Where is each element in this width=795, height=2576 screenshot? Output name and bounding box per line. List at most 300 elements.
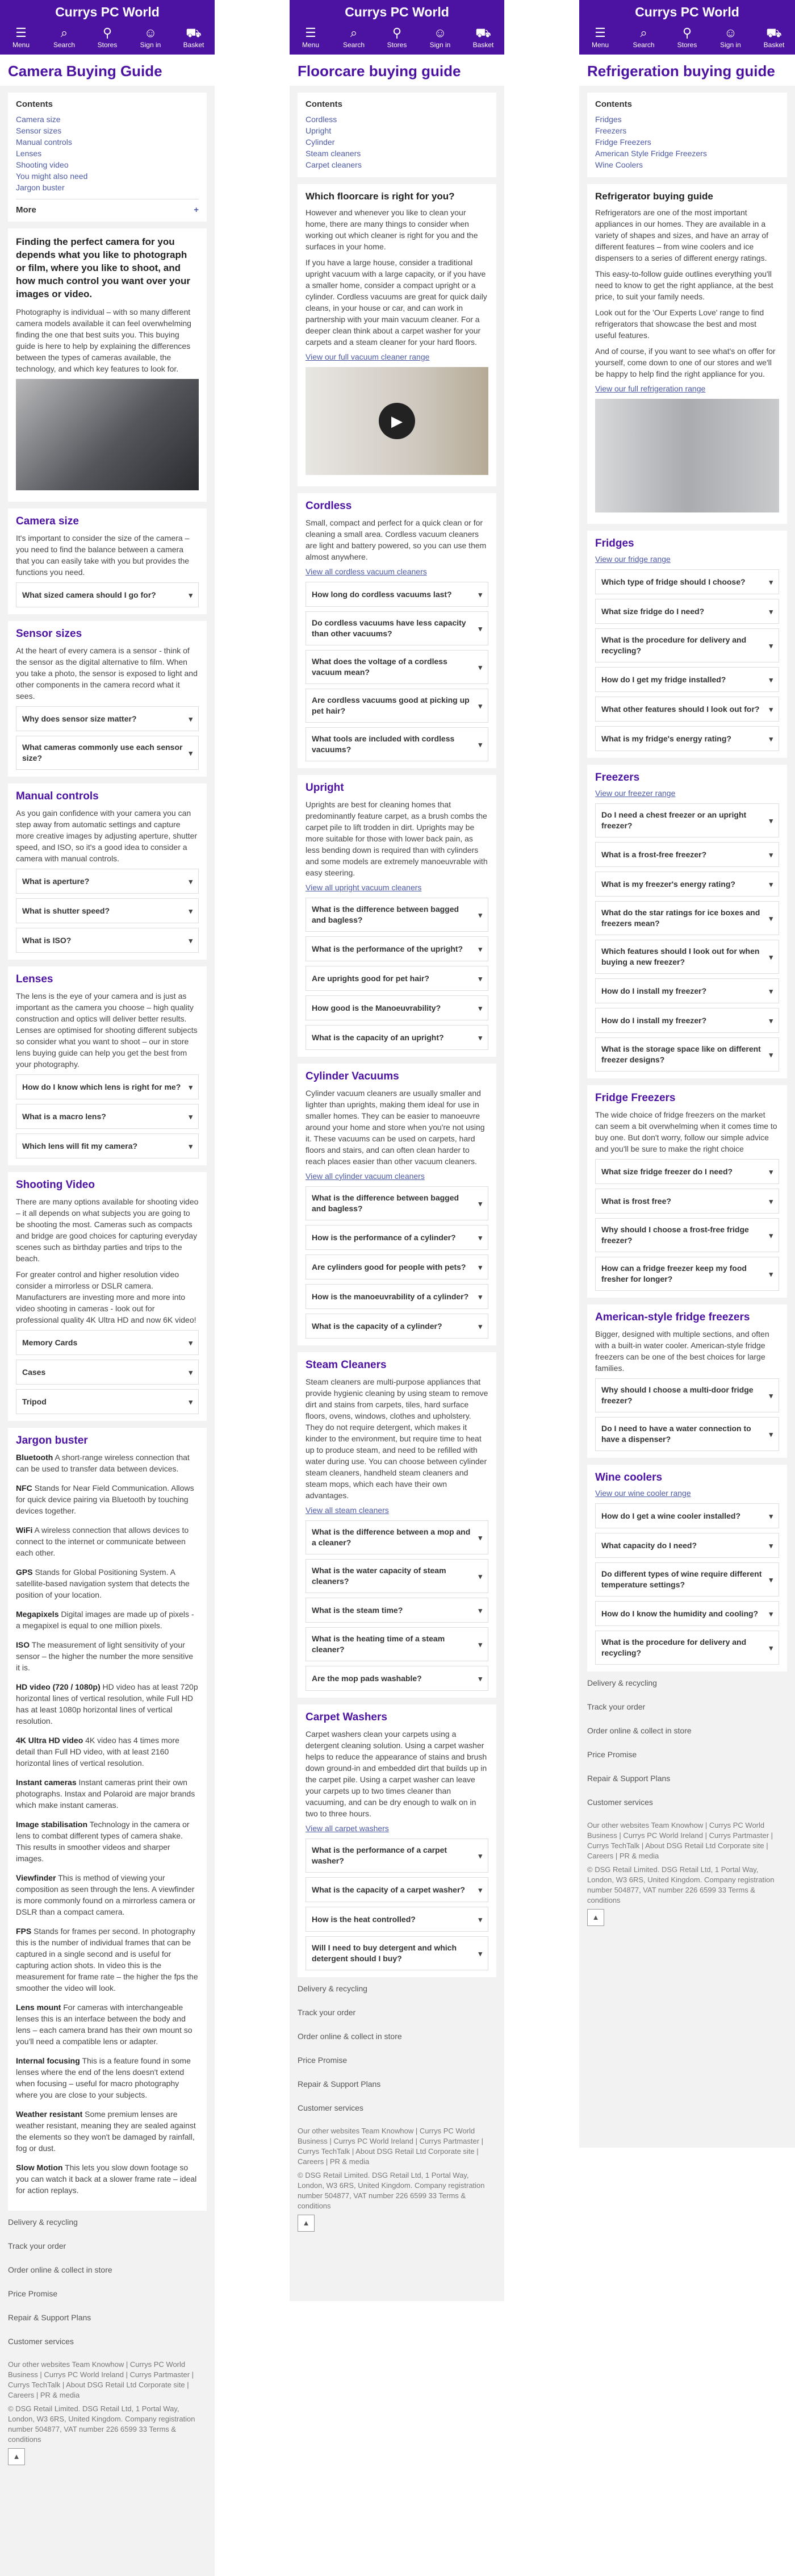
footer-link[interactable]: Price Promise [587, 1750, 637, 1759]
faq-accordion[interactable] [595, 599, 779, 624]
faq-question: What do the star ratings for ice boxes and freezers mean? [601, 908, 760, 928]
faq-accordion[interactable] [595, 1503, 779, 1528]
jargon-entry [16, 1925, 199, 1994]
contents-link[interactable]: Lenses [16, 149, 42, 158]
chevron-down-icon: ▾ [189, 714, 193, 723]
jargon-entry [16, 1608, 199, 1631]
faq-accordion[interactable] [595, 1601, 779, 1626]
jargon-definition: 4K video has 4 times more detail than Full HD video, with at least 2160 horizontal lines of vertical resolution. [16, 1736, 179, 1768]
jargon-buster [8, 1428, 207, 2211]
intro-text: Photography is individual – with so many different camera models available it can feel overwhelming finding the one that best suits you. This buying guide is here to help by explaining the differences between the types of cameras available, the technology, and which key features to look for. [16, 307, 191, 373]
section-fridge-freezers [587, 1085, 787, 1298]
section-cylinder-vacuums [298, 1064, 496, 1345]
contents-link[interactable]: Freezers [595, 126, 627, 135]
faq-accordion[interactable] [306, 1839, 488, 1873]
section-upright [298, 775, 496, 1057]
faq-accordion[interactable] [306, 1314, 488, 1339]
chevron-down-icon: ▾ [769, 986, 773, 995]
section-title: Freezers [595, 772, 640, 783]
faq-accordion[interactable] [595, 872, 779, 897]
sign-in-icon: ☺ [433, 26, 447, 40]
nav-bar [290, 25, 504, 49]
contents-link[interactable]: Shooting video [16, 160, 69, 169]
faq-accordion[interactable] [16, 1389, 199, 1414]
chevron-down-icon: ▾ [769, 952, 773, 961]
search-icon: ⌕ [60, 26, 68, 40]
faq-accordion[interactable] [306, 1254, 488, 1279]
section-link[interactable]: View all cylinder vacuum cleaners [306, 1172, 425, 1181]
jargon-term: Lens mount [16, 2003, 61, 2012]
faq-question: Why does sensor size matter? [22, 714, 137, 723]
intro-text-2: If you have a large house, consider a traditional upright vacuum with a large capacity, or if you have a smaller home, consider a compact upright or a cylinder. Cordless vacuums are great for quick daily cleans, in your house or car, and can work in partnership with your main vacuum cleaner. For a deeper clean think about a carpet washer for your carpets and a steam cleaner for your hard floors. [306, 258, 487, 347]
nav-stores[interactable] [94, 25, 120, 49]
faq-accordion[interactable] [595, 978, 779, 1003]
contents-link[interactable]: American Style Fridge Freezers [595, 149, 707, 158]
chevron-down-icon: ▾ [769, 705, 773, 714]
faq-question: How is the heat controlled? [312, 1914, 416, 1924]
section-sensor-sizes [8, 621, 207, 777]
nav-label: Stores [677, 41, 697, 49]
faq-question: What is the steam time? [312, 1605, 403, 1615]
jargon-entry [16, 2108, 199, 2154]
site-logo[interactable]: Currys PC World [635, 5, 739, 19]
section-link[interactable]: View all cordless vacuum cleaners [306, 567, 427, 576]
section-american-style-fridge-freezers [587, 1304, 787, 1458]
faq-accordion[interactable] [16, 898, 199, 923]
nav-bar [579, 25, 795, 49]
nav-search[interactable] [51, 25, 77, 49]
faq-question: What is the procedure for delivery and recycling? [601, 1637, 747, 1657]
chevron-down-icon: ▾ [189, 1141, 193, 1151]
chevron-down-icon: ▾ [478, 1572, 482, 1581]
contents-link[interactable]: You might also need [16, 172, 88, 181]
chevron-down-icon: ▾ [769, 1511, 773, 1520]
nav-label: Menu [591, 41, 609, 49]
faq-accordion[interactable] [306, 689, 488, 723]
chevron-down-icon: ▾ [769, 1643, 773, 1652]
section-shooting-video [8, 1172, 207, 1421]
back-to-top-icon[interactable]: ▲ [587, 1909, 604, 1926]
nav-label: Sign in [429, 41, 451, 49]
footer [0, 2211, 215, 2471]
site-header [579, 0, 795, 55]
chevron-down-icon: ▾ [769, 879, 773, 889]
faq-accordion[interactable] [306, 1225, 488, 1250]
section-link[interactable]: View all upright vacuum cleaners [306, 883, 422, 892]
section-title: Upright [306, 782, 344, 794]
jargon-entry [16, 1482, 199, 1516]
faq-accordion[interactable] [595, 1008, 779, 1033]
chevron-down-icon: ▾ [478, 1233, 482, 1242]
jargon-term: Bluetooth [16, 1453, 53, 1462]
footer-link[interactable]: Track your order [298, 2008, 356, 2017]
chevron-down-icon: ▾ [189, 1338, 193, 1347]
back-to-top-icon[interactable]: ▲ [298, 2215, 315, 2232]
faq-accordion[interactable] [306, 1598, 488, 1623]
faq-accordion[interactable] [595, 726, 779, 751]
section-carpet-washers [298, 1704, 496, 1977]
faq-question: How do I get my fridge installed? [601, 674, 726, 684]
site-logo[interactable]: Currys PC World [55, 5, 160, 19]
footer-link[interactable]: Repair & Support Plans [298, 2079, 381, 2089]
jargon-definition: Digital images are made up of pixels - a megapixel is equal to one million pixels. [16, 1610, 194, 1630]
faq-accordion[interactable] [595, 1631, 779, 1665]
faq-question: Tripod [22, 1397, 47, 1406]
contents-link[interactable]: Cordless [306, 115, 337, 124]
faq-accordion[interactable] [306, 995, 488, 1020]
camera-sections [0, 508, 215, 1421]
section-link[interactable]: View our wine cooler range [595, 1489, 691, 1498]
jargon-entry [16, 2002, 199, 2047]
footer-link[interactable]: Price Promise [298, 2056, 348, 2065]
section-link[interactable]: View our freezer range [595, 789, 676, 798]
faq-accordion[interactable] [306, 898, 488, 932]
jargon-definition: A wireless connection that allows devices to connect to the internet or communicate between each other. [16, 1525, 189, 1557]
section-text: Cylinder vacuum cleaners are usually smaller and lighter than uprights, making them ideal for use in smaller homes. They can be easier to manoeuvre around your home and store when you're not using it. These vacuums can be used on carpets, hard floors and stairs, and can often clean harder to reach places easier than other vacuum cleaners. [306, 1089, 485, 1166]
faq-question: Do cordless vacuums have less capacity than other vacuums? [312, 618, 466, 638]
menu-icon: ☰ [595, 26, 606, 40]
faq-accordion[interactable] [595, 1037, 779, 1072]
faq-question: Are cylinders good for people with pets? [312, 1262, 466, 1272]
chevron-down-icon: ▾ [478, 740, 482, 749]
section-freezers [587, 765, 787, 1078]
footer-link[interactable]: Delivery & recycling [298, 1984, 367, 1993]
chevron-down-icon: ▾ [478, 624, 482, 633]
contents-link[interactable]: Fridge Freezers [595, 137, 651, 147]
intro-heading: Which floorcare is right for you? [306, 191, 455, 202]
faq-question: What is the performance of a carpet washer? [312, 1845, 447, 1865]
faq-question: Will I need to buy detergent and which detergent should I buy? [312, 1943, 457, 1963]
vacuum-video[interactable] [306, 367, 488, 475]
contents-link[interactable]: Jargon buster [16, 183, 65, 192]
faq-accordion[interactable] [595, 1533, 779, 1558]
jargon-definition: This is a feature found in some lenses where the end of the lens doesn't extend when focusing – useful for macro photography where you are close to your subjects. [16, 2056, 191, 2099]
jargon-title: Jargon buster [16, 1435, 88, 1447]
chevron-down-icon: ▾ [769, 1541, 773, 1550]
footer-link[interactable]: Order online & collect in store [587, 1726, 692, 1735]
jargon-term: GPS [16, 1568, 33, 1577]
faq-accordion[interactable] [595, 842, 779, 867]
footer-link[interactable]: Order online & collect in store [8, 2265, 112, 2274]
footer-link[interactable]: Repair & Support Plans [587, 1774, 671, 1783]
intro-text-2: This easy-to-follow guide outlines everything you'll need to know to get the right appliance, at the best price, to suit your family needs. [595, 269, 773, 301]
contents-link[interactable]: Steam cleaners [306, 149, 361, 158]
jargon-term: WiFi [16, 1525, 33, 1535]
refrigeration-sections [579, 531, 795, 1672]
faq-accordion[interactable] [306, 1666, 488, 1691]
section-link[interactable]: View all carpet washers [306, 1824, 389, 1833]
jargon-term: NFC [16, 1483, 32, 1493]
site-header [0, 0, 215, 55]
faq-accordion[interactable] [595, 628, 779, 662]
nav-menu[interactable] [298, 25, 324, 49]
faq-accordion[interactable] [306, 1559, 488, 1593]
faq-question: What is a macro lens? [22, 1111, 106, 1121]
intro-card [587, 184, 787, 524]
page-title: Refrigeration buying guide [579, 55, 795, 86]
faq-question: How long do cordless vacuums last? [312, 589, 452, 599]
chevron-down-icon: ▾ [769, 850, 773, 859]
back-to-top-icon[interactable]: ▲ [8, 2448, 25, 2465]
contents-link[interactable]: Manual controls [16, 137, 72, 147]
faq-question: Which lens will fit my camera? [22, 1141, 138, 1151]
section-text: The wide choice of fridge freezers on the market can seem a bit overwhelming when it comes time to buy one. But don't worry, follow our simple advice and you'll be sure to make the right choice [595, 1110, 777, 1153]
faq-question: What is the difference between bagged and bagless? [312, 904, 459, 924]
footer-link[interactable]: Delivery & recycling [587, 1678, 657, 1687]
nav-stores[interactable] [384, 25, 410, 49]
faq-question: What is the capacity of a carpet washer? [312, 1885, 465, 1894]
footer-link[interactable]: Customer services [8, 2337, 74, 2346]
faq-accordion[interactable] [595, 803, 779, 837]
section-fridges [587, 531, 787, 758]
footer-link[interactable]: Track your order [8, 2241, 66, 2250]
section-title: American-style fridge freezers [595, 1311, 750, 1323]
jargon-entry [16, 1566, 199, 1600]
chevron-down-icon: ▾ [769, 1050, 773, 1059]
nav-label: Menu [12, 41, 30, 49]
basket-icon: ⛟ [186, 26, 202, 40]
faq-question: Cases [22, 1367, 46, 1377]
full-range-link[interactable]: View our full refrigeration range [595, 384, 706, 393]
jargon-definition: This is method of viewing your composition as seen through the lens. A viewfinder is more commonly found on a mirrorless camera or DSLR than a compact camera. [16, 1873, 195, 1916]
faq-accordion[interactable] [306, 1284, 488, 1309]
faq-accordion[interactable] [16, 928, 199, 953]
jargon-entry [16, 1452, 199, 1474]
contents-heading: Contents [16, 99, 53, 109]
faq-accordion[interactable] [306, 936, 488, 961]
chevron-down-icon: ▾ [769, 734, 773, 743]
section-text: Bigger, designed with multiple sections, and often with a built-in water cooler. American-style fridge freezers can be one of the best choices for large families. [595, 1329, 769, 1373]
faq-accordion[interactable] [16, 582, 199, 607]
faq-accordion[interactable] [306, 1877, 488, 1902]
section-link[interactable]: View our fridge range [595, 555, 671, 564]
faq-accordion[interactable] [595, 1417, 779, 1451]
faq-question: How do I know which lens is right for me? [22, 1082, 181, 1091]
faq-accordion[interactable] [595, 667, 779, 692]
chevron-down-icon: ▾ [189, 877, 193, 886]
chevron-down-icon: ▾ [769, 1167, 773, 1176]
faq-accordion[interactable] [595, 1257, 779, 1291]
section-text: Carpet washers clean your carpets using a detergent cleaning solution. Using a carpet washer helps to reduce the appearance of stains and brush down ground-in and embedded dirt that builds up in the carpet pile. Using a carpet washer can leave your carpets up to two times cleaner than vacuuming, and can be dry enough to walk on in two to three hours. [306, 1729, 487, 1818]
jargon-definition: Technology in the camera or lens to combat different types of camera shake. This results in smoother videos and sharper images. [16, 1820, 190, 1863]
faq-question: How good is the Manoeuvrability? [312, 1003, 441, 1012]
faq-accordion[interactable] [306, 1520, 488, 1554]
jargon-term: FPS [16, 1927, 32, 1936]
contents-link[interactable]: Sensor sizes [16, 126, 62, 135]
faq-question: What cameras commonly use each sensor size? [22, 743, 183, 762]
faq-question: What is the water capacity of steam cleaners? [312, 1566, 446, 1586]
section-cordless [298, 493, 496, 768]
section-title: Fridge Freezers [595, 1092, 676, 1104]
faq-accordion[interactable] [306, 582, 488, 607]
chevron-down-icon: ▾ [769, 1197, 773, 1206]
section-text: There are many options available for shooting video – it all depends on what subjects you are going to be shooting the most. Cameras such as compacts and bridge are good choices for capturing everyday scenes such as birthday parties and trips to the beach. [16, 1197, 199, 1263]
jargon-term: Internal focusing [16, 2056, 80, 2065]
contents-link[interactable]: Camera size [16, 115, 61, 124]
faq-accordion[interactable] [306, 727, 488, 761]
nav-stores[interactable] [674, 25, 700, 49]
faq-question: What is the difference between a mop and a cleaner? [312, 1527, 471, 1547]
chevron-down-icon: ▾ [769, 641, 773, 650]
chevron-down-icon: ▾ [189, 936, 193, 945]
chevron-down-icon: ▾ [769, 1269, 773, 1278]
faq-accordion[interactable] [16, 1133, 199, 1158]
faq-accordion[interactable] [16, 706, 199, 731]
footer-link[interactable]: Repair & Support Plans [8, 2313, 91, 2322]
more-label: More [16, 205, 36, 215]
other-websites[interactable]: Our other websites Team Knowhow | Currys PC World Business | Currys PC World Ireland | Currys Partmaster | Currys TechTalk | About DSG Retail Ltd Corporate site | Careers | PR & media [298, 2127, 484, 2166]
faq-accordion[interactable] [595, 1189, 779, 1214]
chevron-down-icon: ▾ [769, 914, 773, 923]
faq-accordion[interactable] [595, 1159, 779, 1184]
chevron-down-icon: ▾ [189, 590, 193, 599]
faq-accordion[interactable] [16, 1330, 199, 1355]
page-title: Camera Buying Guide [0, 55, 215, 86]
faq-accordion[interactable] [16, 1360, 199, 1385]
faq-question: Which features should I look out for when buying a new freezer? [601, 947, 760, 966]
faq-accordion[interactable] [306, 1936, 488, 1970]
chevron-down-icon: ▾ [769, 1609, 773, 1618]
site-logo[interactable]: Currys PC World [345, 5, 449, 19]
chevron-down-icon: ▾ [189, 1082, 193, 1091]
nav-label: Search [633, 41, 655, 49]
chevron-down-icon: ▾ [478, 1533, 482, 1542]
footer-link[interactable]: Customer services [587, 1798, 653, 1807]
contents-link[interactable]: Wine Coolers [595, 160, 643, 169]
jargon-term: ISO [16, 1640, 30, 1649]
chevron-down-icon: ▾ [189, 748, 193, 757]
chevron-down-icon: ▾ [478, 1322, 482, 1331]
chevron-down-icon: ▾ [478, 1262, 482, 1272]
faq-accordion[interactable] [16, 1104, 199, 1129]
faq-accordion[interactable] [16, 869, 199, 894]
section-link[interactable]: View all steam cleaners [306, 1506, 389, 1515]
jargon-term: Slow Motion [16, 2163, 63, 2172]
jargon-definition: Stands for Near Field Communication. Allows for quick device pairing via Bluetooth by touching devices together. [16, 1483, 194, 1515]
faq-accordion[interactable] [306, 1025, 488, 1050]
footer-link[interactable]: Price Promise [8, 2289, 58, 2298]
faq-accordion[interactable] [595, 569, 779, 594]
faq-accordion[interactable] [595, 697, 779, 722]
nav-search[interactable] [341, 25, 367, 49]
faq-question: Do I need to have a water connection to have a dispenser? [601, 1424, 751, 1444]
section-text: The lens is the eye of your camera and is just as important as the camera you choose – high quality construction and optics will deliver better results. Lenses are optimised for shooting different subjects so consider what you want to shoot – our in store lens buying guide can help you get the best from your photography. [16, 991, 198, 1069]
section-text: Uprights are best for cleaning homes that predominantly feature carpet, as a brush combs the carpet pile to lift trodden in dirt. Uprights may be more suitable for those with lower back pain, as less bending down is required than with cylinders and some models are extremely manoeuvrable with easy steering. [306, 800, 488, 877]
faq-accordion[interactable] [306, 1907, 488, 1932]
jargon-definition: Stands for Global Positioning System. A satellite-based navigation system that detects the position of your location. [16, 1568, 190, 1599]
footer-link[interactable]: Track your order [587, 1702, 646, 1711]
nav-label: Sign in [140, 41, 161, 49]
other-websites[interactable]: Our other websites Team Knowhow | Currys PC World Business | Currys PC World Ireland | Currys Partmaster | Currys TechTalk | About DSG Retail Ltd Corporate site | Careers | PR & media [8, 2360, 194, 2399]
nav-label: Menu [302, 41, 320, 49]
faq-question: How do I know the humidity and cooling? [601, 1608, 759, 1618]
footer-link[interactable]: Delivery & recycling [8, 2217, 78, 2227]
nav-search[interactable] [631, 25, 657, 49]
faq-accordion[interactable] [306, 1627, 488, 1661]
nav-menu[interactable] [587, 25, 613, 49]
faq-accordion[interactable] [16, 1074, 199, 1099]
play-icon[interactable]: ▶ [379, 403, 415, 439]
chevron-down-icon: ▾ [478, 1674, 482, 1683]
jargon-definition: Stands for frames per second. In photography this is the number of individual frames that can be captured in a single second and is useful for capturing action shots. In video this is the measurement for frame rate – the higher the fps the smoother the video will look. [16, 1927, 198, 1993]
section-wine-coolers [587, 1465, 787, 1672]
nav-label: Stores [97, 41, 118, 49]
menu-icon: ☰ [305, 26, 316, 40]
intro-text-4: And of course, if you want to see what's on offer for yourself, come down to one of our stores and we'll be happy to help find the right appliance for you. [595, 347, 776, 378]
jargon-definition: The measurement of light sensitivity of your sensor – the higher the number the more sensitive it is. [16, 1640, 194, 1672]
section-title: Manual controls [16, 790, 99, 802]
faq-accordion[interactable] [595, 901, 779, 935]
nav-sign-in[interactable] [718, 25, 744, 49]
faq-accordion[interactable] [16, 736, 199, 770]
contents-link[interactable]: Carpet cleaners [306, 160, 362, 169]
contents-link[interactable]: Fridges [595, 115, 622, 124]
section-text: It's important to consider the size of the camera – you need to find the balance between a camera that you can easily take with you but provides the functions you need. [16, 533, 190, 577]
faq-accordion[interactable] [595, 1378, 779, 1412]
faq-accordion[interactable] [306, 966, 488, 991]
chevron-down-icon: ▾ [478, 944, 482, 953]
footer [579, 1672, 795, 1932]
faq-accordion[interactable] [595, 940, 779, 974]
jargon-entry [16, 1639, 199, 1673]
site-header [290, 0, 504, 55]
plus-icon: + [194, 205, 199, 215]
nav-menu[interactable] [8, 25, 34, 49]
jargon-term: 4K Ultra HD video [16, 1736, 83, 1745]
section-title: Shooting Video [16, 1179, 95, 1191]
faq-question: What is the performance of the upright? [312, 944, 463, 953]
nav-basket[interactable] [761, 25, 787, 49]
nav-sign-in[interactable] [137, 25, 164, 49]
camera-hero-image [16, 379, 199, 490]
refrigeration-guide-column [579, 0, 795, 2148]
faq-accordion[interactable] [306, 1186, 488, 1220]
chevron-down-icon: ▾ [769, 1231, 773, 1240]
faq-question: What is the procedure for delivery and recycling? [601, 635, 747, 655]
full-range-link[interactable]: View our full vacuum cleaner range [306, 352, 430, 361]
section-title: Cordless [306, 500, 352, 512]
chevron-down-icon: ▾ [478, 1949, 482, 1958]
faq-accordion[interactable] [306, 611, 488, 645]
faq-accordion[interactable] [595, 1562, 779, 1597]
faq-accordion[interactable] [595, 1218, 779, 1252]
more-toggle[interactable] [16, 199, 199, 215]
faq-question: Are the mop pads washable? [312, 1673, 422, 1683]
section-title: Steam Cleaners [306, 1359, 387, 1371]
faq-question: What is a frost-free freezer? [601, 849, 707, 859]
footer-link[interactable]: Order online & collect in store [298, 2032, 402, 2041]
nav-sign-in[interactable] [427, 25, 453, 49]
nav-basket[interactable] [470, 25, 496, 49]
contents-link[interactable]: Cylinder [306, 137, 335, 147]
other-websites[interactable]: Our other websites Team Knowhow | Currys PC World Business | Currys PC World Ireland | Currys Partmaster | Currys TechTalk | About DSG Retail Ltd Corporate site | Careers | PR & media [587, 1821, 773, 1860]
contents-link[interactable]: Upright [306, 126, 332, 135]
section-camera-size [8, 508, 207, 614]
faq-question: How can a fridge freezer keep my food fresher for longer? [601, 1264, 747, 1283]
chevron-down-icon: ▾ [478, 1003, 482, 1012]
faq-accordion[interactable] [306, 650, 488, 684]
faq-question: What is frost free? [601, 1196, 671, 1206]
contents-heading: Contents [306, 99, 342, 109]
nav-basket[interactable] [181, 25, 207, 49]
chevron-down-icon: ▾ [769, 816, 773, 825]
footer-link[interactable]: Customer services [298, 2103, 363, 2112]
jargon-entry [16, 1735, 199, 1769]
contents-box [298, 93, 496, 177]
chevron-down-icon: ▾ [769, 577, 773, 586]
stores-icon: ⚲ [682, 26, 692, 40]
chevron-down-icon: ▾ [769, 1429, 773, 1439]
